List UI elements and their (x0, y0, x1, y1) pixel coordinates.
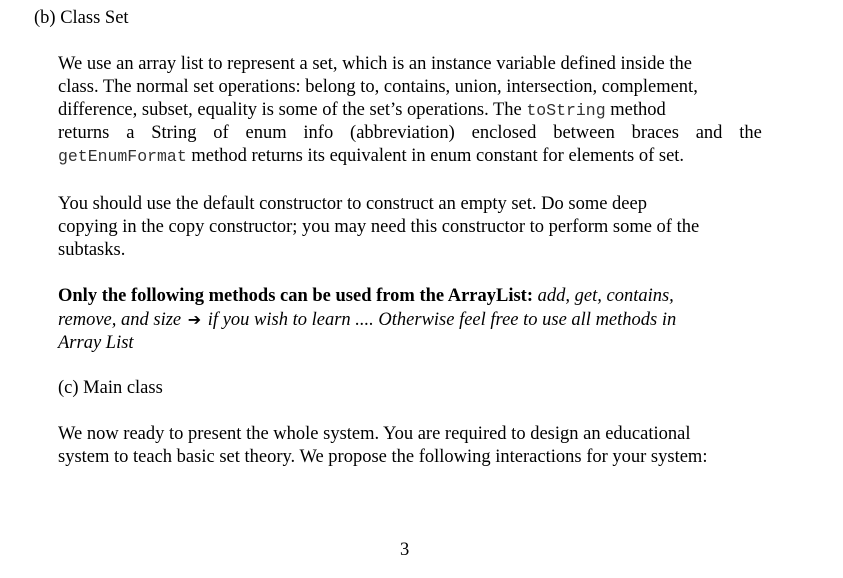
word: and (695, 123, 723, 143)
section-b-heading: (b) Class Set (34, 8, 129, 28)
text-line (58, 193, 762, 216)
italic-text: add, get, contains, (537, 286, 674, 306)
text-span: We use an array list to represent a set, which is an instance variable defined inside the (58, 54, 692, 74)
section-c-paragraph-1 (58, 423, 762, 469)
right-arrow-icon: ➔ (187, 310, 202, 329)
bold-text: Only the following methods can be used from the ArrayList: (58, 286, 534, 306)
text-span: You should use the default constructor to construct an empty set. Do some deep (58, 194, 647, 214)
word: info (303, 123, 334, 143)
text-span: copying in the copy constructor; you may need this constructor to perform some of the (58, 217, 700, 237)
text-span: method (610, 100, 666, 120)
text-line (58, 332, 762, 355)
text-span: We now ready to present the whole system. You are required to design an educational (58, 424, 691, 444)
text-span: system to teach basic set theory. We propose the following interactions for your system: (58, 447, 708, 467)
word: enum (245, 123, 287, 143)
italic-text: remove, and size (58, 310, 182, 330)
word: of (213, 123, 229, 143)
word: String (151, 123, 197, 143)
word: a (126, 123, 135, 143)
code-getenumformat: getEnumFormat (58, 147, 187, 166)
word: (abbreviation) (350, 123, 455, 143)
text-span: class. The normal set operations: belong to, contains, union, intersection, complement, (58, 77, 698, 97)
text-line (58, 239, 762, 262)
word: between (553, 123, 615, 143)
text-line (58, 122, 762, 145)
text-line (58, 145, 762, 168)
text-line (58, 216, 762, 239)
text-line (58, 285, 762, 308)
word: braces (631, 123, 679, 143)
text-span: subtasks. (58, 240, 126, 260)
page-number: 3 (400, 540, 410, 560)
text-line (58, 99, 762, 122)
section-b-paragraph-2 (58, 193, 762, 262)
section-b-paragraph-3 (58, 285, 762, 355)
italic-text: if you wish to learn .... Otherwise feel free to use all methods in (207, 310, 677, 330)
text-span: difference, subset, equality is some of the set’s operations. The (58, 100, 522, 120)
text-line (58, 423, 762, 446)
code-tostring: toString (526, 101, 606, 120)
text-line (58, 76, 762, 99)
word: the (739, 123, 762, 143)
text-span: method returns its equivalent in enum constant for elements of set. (191, 146, 685, 166)
text-line (58, 53, 762, 76)
text-line (58, 308, 762, 332)
section-b-paragraph-1 (58, 53, 762, 168)
word: enclosed (471, 123, 537, 143)
section-c-heading: (c) Main class (58, 378, 163, 398)
text-line (58, 446, 762, 469)
italic-text: Array List (58, 333, 134, 353)
word: returns (58, 123, 110, 143)
